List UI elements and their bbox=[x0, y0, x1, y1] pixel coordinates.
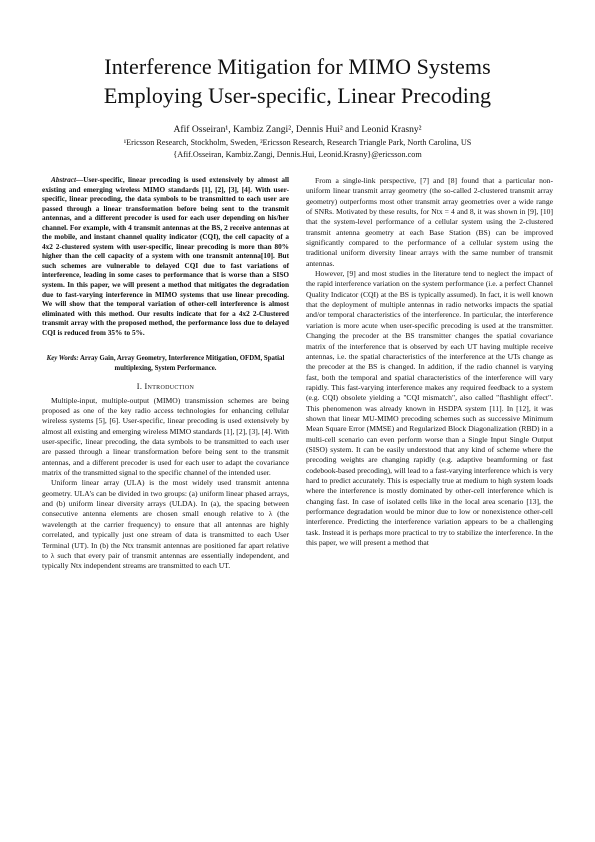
keywords bbox=[42, 354, 289, 372]
body-paragraph: However, [9] and most studies in the literature tend to neglect the impact of the rapid interference variation on the system performance (i.e. a perfect Channel Quality Indicator (CQI) at the BS is typically assumed). In fact, it is well known that the deployment of multiple antennas in radio networks impacts the spatial and/or temporal characteristics of the interference. In particular, the interference variation is more acute when user-specific precoding is used at the transmitter. Changing the precoder at the BS transmitter changes the spatial covariance matrix of the interference that is observed by each UT having multiple receive antennas, i.e. the spatial characteristics of the interference at the UTs change as the precoder at the BS is changed. In addition, if the radio channel is varying fast, both the temporal and spatial characteristics of the interference will vary rapidly. This fast-varying interference makes any required feedback to a system (e.g. CQI) obsolete yielding a "CQI mismatch", also called "flashlight effect". This phenomenon was already known in HSDPA system [11]. In [12], it was shown that linear MU-MIMO precoding schemes such as successive Minimum Mean Square Error (MMSE) and Regularized Block Diagonalization (RBD) in a multi-cell scenario can even perform worse than a Single Input Single Output (SISO) system. It can be easily understood that any kind of scheme where the precoding weights are changing rapidly (e.g. adaptive beamforming or fast codebook-based precoding), will lead to a fast-varying interference which is very hard to predict accurately. This is especially true at medium to high system loads where the interference is mostly dominated by other-cell interference which is changing fast. In case of isolated cells like in the local area scenario [13], the performance degradation would be minor due to low or nonexistence other-cell interference. Predicting the interference variation appears to be a challenging task. Instead it is perhaps more practical to try to stabilize the interference. In the this paper, we will present a method that bbox=[306, 269, 553, 548]
keywords-label: Key Words: bbox=[46, 355, 79, 363]
keywords-text: Array Gain, Array Geometry, Interference Mitigation, OFDM, Spatial multiplexing, System Performance. bbox=[78, 355, 285, 372]
paper-title bbox=[42, 52, 553, 110]
left-column bbox=[42, 176, 289, 572]
section-heading bbox=[42, 382, 289, 391]
author-emails: {Afif.Osseiran, Kambiz.Zangi, Dennis.Hui, Leonid.Krasny}@ericsson.com bbox=[173, 149, 422, 159]
body-columns bbox=[42, 176, 553, 572]
abstract-label: Abstract bbox=[51, 176, 76, 184]
body-paragraph: Multiple-input, multiple-output (MIMO) transmission schemes are being proposed as one of the key radio access technologies for enhancing cellular wireless systems [5], [6]. User-specific, linear precoding is used extensively by almost all existing and emerging wireless MIMO standards [1], [2], [3], [4]. With user-specific, linear precoding, the data symbols to be transmitted to each user are passed through a linear transformation before being sent to the transmit antennas, and a different precoder is used for each user to adapt the covariance matrix of the transmitted signal to the specific channel of the intended user. bbox=[42, 395, 290, 478]
section-number: I. bbox=[136, 381, 143, 391]
affiliations: ¹Ericsson Research, Stockholm, Sweden, ²Ericsson Research, Research Triangle Park, North Carolina, US bbox=[123, 138, 472, 147]
author-list: Afif Osseiran¹, Kambiz Zangi², Dennis Hui² and Leonid Krasny² bbox=[173, 124, 422, 135]
paper-title-line-1: Interference Mitigation for MIMO Systems bbox=[104, 54, 491, 79]
body-paragraph: Uniform linear array (ULA) is the most widely used transmit antenna geometry. ULA's can be divided in two groups: (a) uniform linear phased arrays, and (b) uniform linear diversity arrays (ULDA). In (a), the spacing between consecutive antenna elements are chosen small enough relative to λ (the wavelength at the carrier frequency) to ensure that all antennas are highly correlated, and typically just one stream of data is transmitted to each User Terminal (UT). In (b) the Ntx transmit antennas are positioned far apart relative to λ such that every pair of transmit antennas are essentially independent, and typically Ntx independent streams are transmitted to each UT. bbox=[42, 478, 289, 571]
abstract-text: —User-specific, linear precoding is used extensively by almost all existing and emerging wireless MIMO standards [1], [2], [3], [4]. With user-specific, linear precoding, the data symbols to be transmitted to each user are passed through a linear transformation before being sent to the transmit antennas, and a different precoder is used for each user depending on his/her channel. For example, with 4 transmit antennas at the BS, 2 receive antennas at the mobile, and instant channel quality indicator (CQI), the cell capacity of a 4x2 2-clustered system with user-specific, linear precoding is more than 80% higher than the cell capacity of a system with one transmit antenna[10]. But such schemes are vulnerable to delayed CQI due to fast variations of interference, leading in some cases to performance that is worse than a SISO system. In this paper, we will present a method that mitigates the degradation due to fast-varying interference in MIMO systems that use linear precoding. We will show that the temporal variation of other-cell interference is almost eliminated with this method. Our results indicate that for a 4x2 2-Clustered transmit array with the proposed method, the performance loss due to delayed CQI is reduced from 35% to 5%. bbox=[42, 176, 289, 337]
paper-title-line-2: Employing User-specific, Linear Precoding bbox=[103, 83, 492, 108]
right-column bbox=[306, 176, 553, 572]
abstract bbox=[42, 176, 289, 338]
section-title: Introduction bbox=[144, 381, 195, 391]
body-paragraph: From a single-link perspective, [7] and [8] found that a particular non-uniform linear transmit array geometry (the so-called 2-clustered transmit array geometry) outperforms most other transmit array geometries over a wide range of SNRs. Motivated by these results, for Ntx = 4 and 8, it was shown in [9], [10] that the system-level performance of a cellular system using the 2-clustered transmit antenna geometry at each Base Station (BS) can be improved significantly compared to the performance of a cellular system using the traditional uniform diversity linear arrays with the same number of transmit antennas. bbox=[306, 176, 553, 268]
